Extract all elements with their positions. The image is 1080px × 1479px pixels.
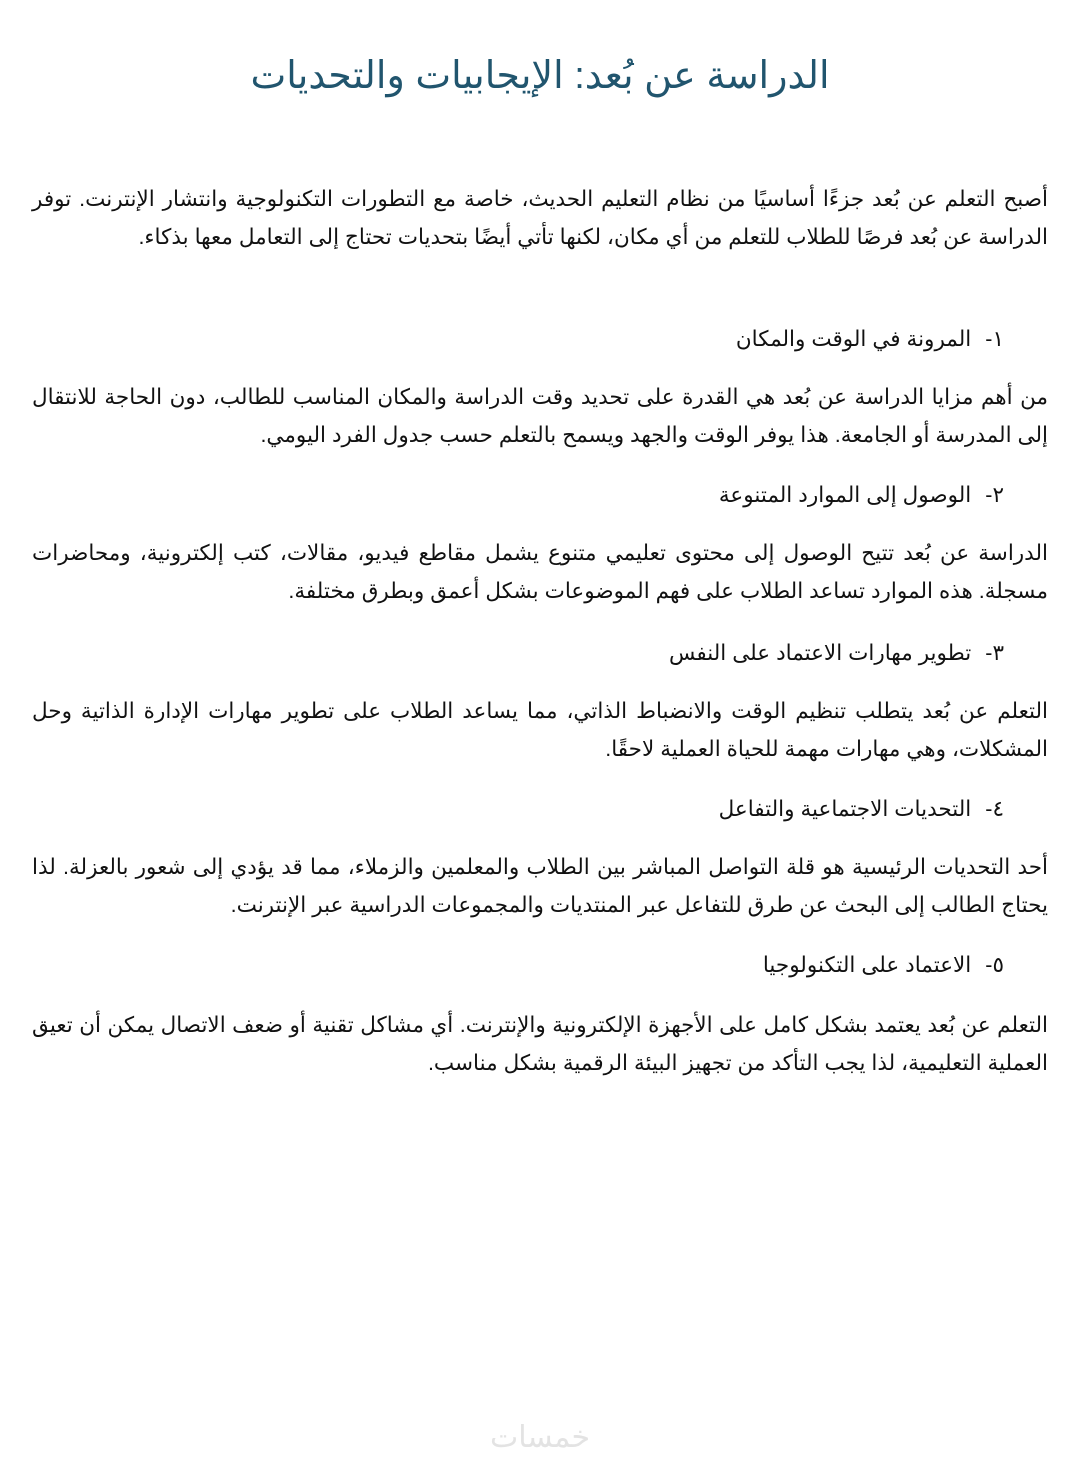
section-body-4: أحد التحديات الرئيسية هو قلة التواصل المباشر بين الطلاب والمعلمين والزملاء، مما قد يؤدي إلى شعور بالعزلة. لذا يحتاج الطالب إلى البحث عن طرق للتفاعل عبر المنتديات والمجموعات الدراسية عبر الإنترنت. xyxy=(32,855,1048,917)
section-heading-text: الاعتماد على التكنولوجيا xyxy=(762,953,972,977)
section-number: ١- xyxy=(985,327,1004,351)
section-heading-1 xyxy=(736,320,1004,358)
section-heading-4 xyxy=(719,790,1004,828)
section-heading-text: تطوير مهارات الاعتماد على النفس xyxy=(668,641,972,665)
section-heading-3 xyxy=(669,634,1004,672)
section-number: ٤- xyxy=(985,797,1004,821)
section-heading-text: التحديات الاجتماعية والتفاعل xyxy=(718,797,972,821)
section-heading-2 xyxy=(719,476,1004,514)
intro-paragraph: أصبح التعلم عن بُعد جزءًا أساسيًا من نظام التعليم الحديث، خاصة مع التطورات التكنولوجية وانتشار الإنترنت. توفر الدراسة عن بُعد فرصًا للطلاب للتعلم من أي مكان، لكنها تأتي أيضًا بتحديات تحتاج إلى التعامل معها بذكاء. xyxy=(32,187,1048,249)
watermark-logo: خمسات xyxy=(489,1421,591,1454)
section-heading-text: المرونة في الوقت والمكان xyxy=(735,327,972,351)
section-body-1: من أهم مزايا الدراسة عن بُعد هي القدرة على تحديد وقت الدراسة والمكان المناسب للطالب، دون الحاجة للانتقال إلى المدرسة أو الجامعة. هذا يوفر الوقت والجهد ويسمح بالتعلم حسب جدول الفرد اليومي. xyxy=(32,385,1048,447)
section-body-2: الدراسة عن بُعد تتيح الوصول إلى محتوى تعليمي متنوع يشمل مقاطع فيديو، مقالات، كتب إلكترونية، ومحاضرات مسجلة. هذه الموارد تساعد الطلاب على فهم الموضوعات بشكل أعمق وبطرق مختلفة. xyxy=(32,541,1048,603)
page-title: الدراسة عن بُعد: الإيجابيات والتحديات xyxy=(250,55,830,97)
section-heading-text: الوصول إلى الموارد المتنوعة xyxy=(718,483,972,507)
section-body-3: التعلم عن بُعد يتطلب تنظيم الوقت والانضباط الذاتي، مما يساعد الطلاب على تطوير مهارات الإدارة الذاتية وحل المشكلات، وهي مهارات مهمة للحياة العملية لاحقًا. xyxy=(32,699,1048,761)
section-number: ٣- xyxy=(985,641,1004,665)
section-number: ٢- xyxy=(985,483,1004,507)
section-number: ٥- xyxy=(985,953,1004,977)
section-body-5: التعلم عن بُعد يعتمد بشكل كامل على الأجهزة الإلكترونية والإنترنت. أي مشاكل تقنية أو ضعف الاتصال يمكن أن تعيق العملية التعليمية، لذا يجب التأكد من تجهيز البيئة الرقمية بشكل مناسب. xyxy=(32,1013,1048,1075)
section-heading-5 xyxy=(763,946,1004,984)
